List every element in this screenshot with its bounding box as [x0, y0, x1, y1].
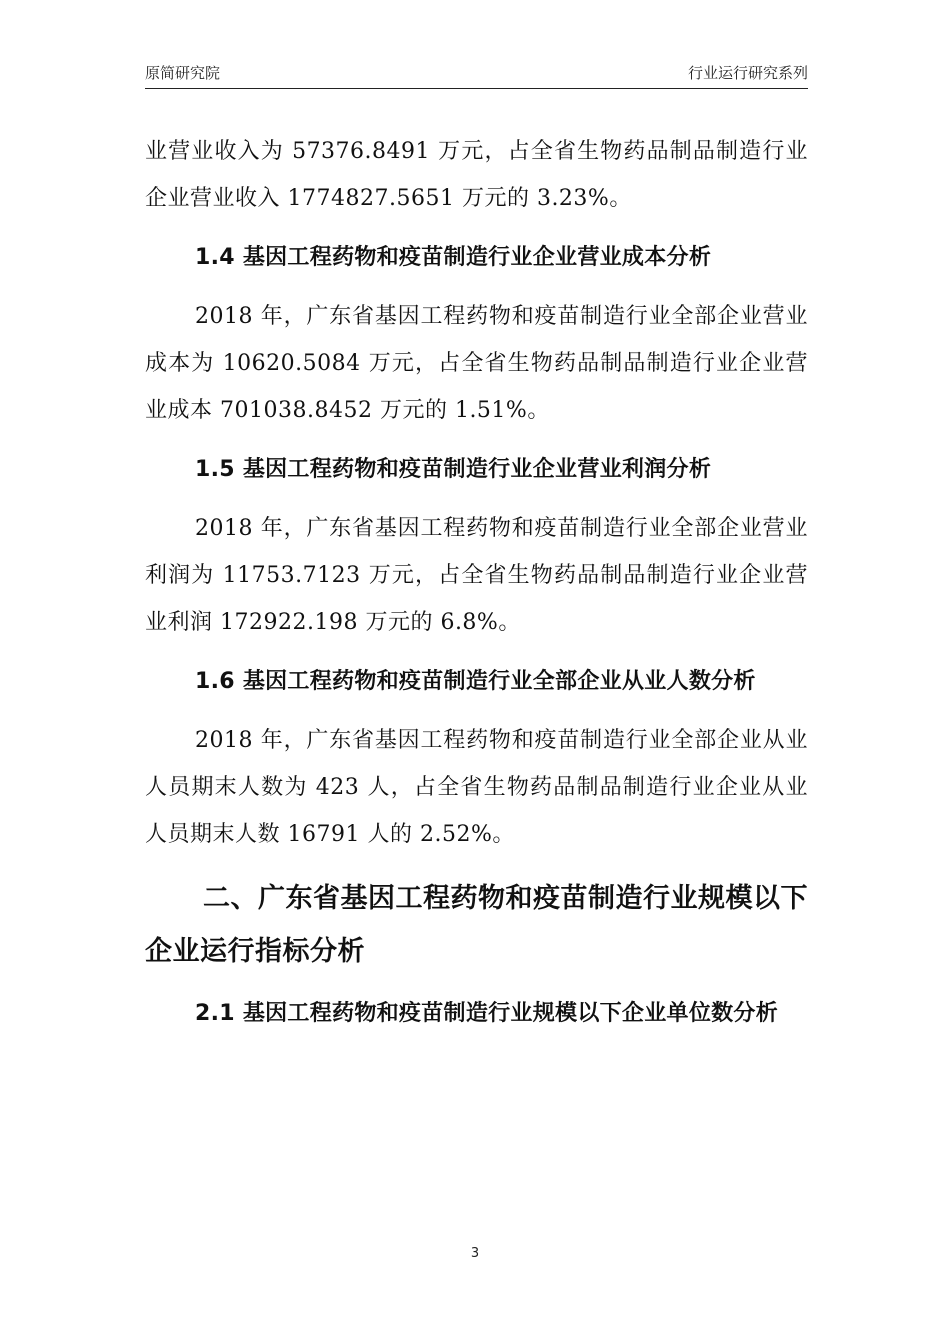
header-divider: [145, 88, 808, 89]
paragraph-1-6: 2018 年，广东省基因工程药物和疫苗制造行业全部企业从业人员期末人数为 423 人，占全省生物药品制品制造行业企业从业人员期末人数 16791 人的 2.52%。: [145, 728, 808, 847]
paragraph-1-5: 2018 年，广东省基因工程药物和疫苗制造行业全部企业营业利润为 11753.7123 万元，占全省生物药品制品制造行业企业营业利润 172922.198 万元的 6.8%。: [145, 516, 808, 635]
header-publisher: 原简研究院: [145, 64, 221, 82]
page-number: 3: [470, 1246, 480, 1261]
heading-1-4: 1.4 基因工程药物和疫苗制造行业企业营业成本分析: [195, 245, 712, 270]
heading-2-1: 2.1 基因工程药物和疫苗制造行业规模以下企业单位数分析: [195, 1001, 779, 1026]
page-header: [145, 62, 808, 86]
heading-1-6: 1.6 基因工程药物和疫苗制造行业全部企业从业人数分析: [195, 669, 756, 694]
paragraph-1-4: 2018 年，广东省基因工程药物和疫苗制造行业全部企业营业成本为 10620.5084 万元，占全省生物药品制品制造行业企业营业成本 701038.8452 万元的 1.51%。: [145, 304, 808, 423]
header-series: 行业运行研究系列: [687, 64, 808, 82]
heading-section-2: 二、广东省基因工程药物和疫苗制造行业规模以下企业运行指标分析: [145, 883, 808, 967]
paragraph-continuation: 业营业收入为 57376.8491 万元，占全省生物药品制品制造行业企业营业收入 1774827.5651 万元的 3.23%。: [145, 139, 808, 211]
document-body: [145, 128, 808, 1049]
heading-1-5: 1.5 基因工程药物和疫苗制造行业企业营业利润分析: [195, 457, 712, 482]
